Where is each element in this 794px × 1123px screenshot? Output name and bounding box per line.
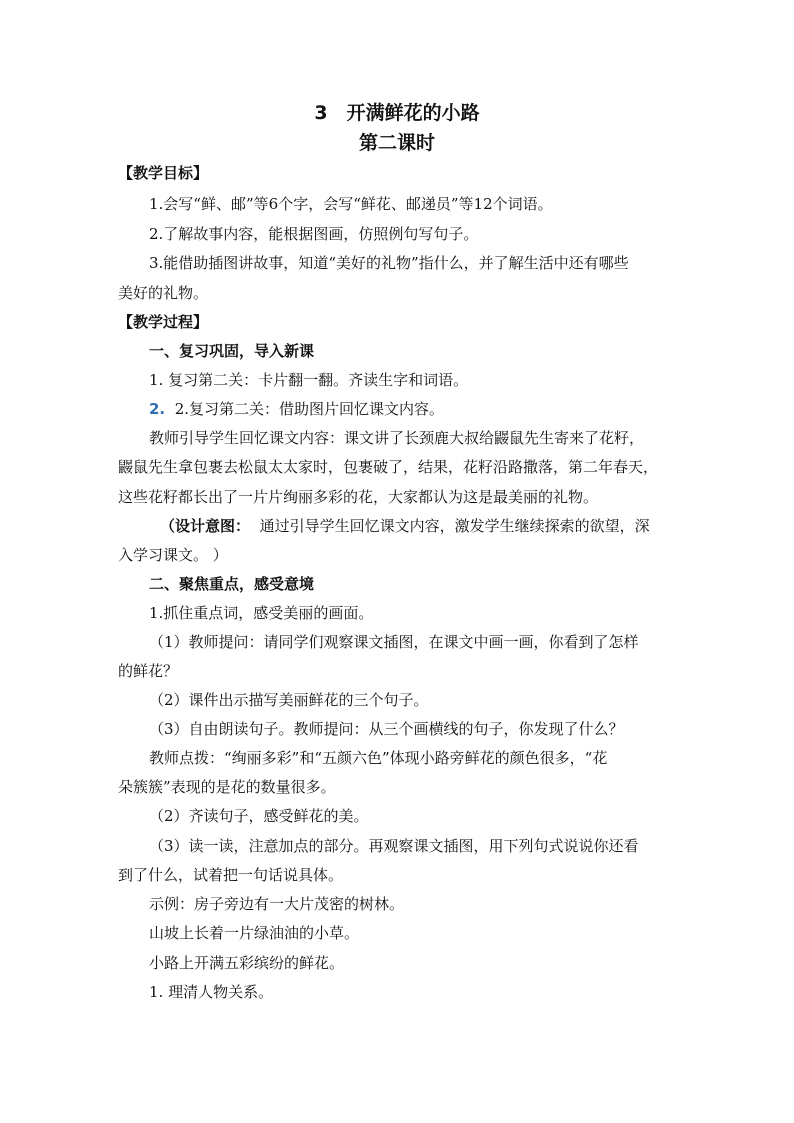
- part1-paragraph-line-3: 这些花籽都长出了一片片绚丽多彩的花，大家都认为这是最美丽的礼物。: [118, 488, 599, 506]
- goal-item-3-line-1: 3.能借助插图讲故事，知道“美好的礼物”指什么，并了解生活中还有哪些: [149, 254, 629, 272]
- part-heading-1: 一、复习巩固，导入新课: [149, 342, 315, 360]
- part2-question-1-line-2: 的鲜花？: [118, 662, 179, 680]
- goal-item-3-line-2: 美好的礼物。: [118, 284, 209, 302]
- section-heading-goals: 【教学目标】: [118, 164, 209, 182]
- design-intent-text: 通过引导学生回忆课文内容，激发学生继续探索的欲望，深: [259, 517, 650, 535]
- section-heading-process: 【教学过程】: [118, 313, 209, 331]
- part2-guide-line-2: 朵簇簇”表现的是花的数量很多。: [118, 778, 336, 796]
- example-sentence-1: 示例：房子旁边有一大片茂密的树林。: [149, 895, 405, 913]
- part2-guide-line-1: 教师点拨：“绚丽多彩”和“五颜六色”体现小路旁鲜花的颜色很多，“花: [149, 749, 608, 767]
- part-heading-2: 二、聚焦重点，感受意境: [149, 575, 315, 593]
- goal-item-1: 1.会写“鲜、邮”等6个字，会写“鲜花、邮递员”等12个词语。: [149, 195, 553, 213]
- example-sentence-2: 山坡上长着一片绿油油的小草。: [149, 924, 360, 942]
- part2-question-5-line-2: 到了什么，试着把一句话说具体。: [118, 866, 344, 884]
- page-title: 3 开满鲜花的小路: [314, 102, 480, 124]
- page-subtitle: 第二课时: [358, 132, 435, 154]
- part2-question-1-line-1: （1）教师提问：请同学们观察课文插图，在课文中画一画，你看到了怎样: [149, 633, 639, 651]
- part2-item-1: 1.抓住重点词，感受美丽的画面。: [149, 604, 374, 622]
- part2-item-last: 1. 理清人物关系。: [149, 983, 274, 1001]
- part2-question-3: （3）自由朗读句子。教师提问：从三个画横线的句子，你发现了什么？: [149, 720, 624, 738]
- part2-question-4: （2）齐读句子，感受鲜花的美。: [149, 807, 369, 825]
- design-intent-label: （设计意图：: [160, 517, 251, 535]
- goal-item-2: 2.了解故事内容，能根据图画，仿照例句写句子。: [149, 225, 479, 243]
- example-sentence-3: 小路上开满五彩缤纷的鲜花。: [149, 954, 345, 972]
- design-intent-line-2: 入学习课文。 ）: [118, 546, 228, 564]
- part1-paragraph-line-2: 鼹鼠先生拿包裹去松鼠太太家时，包裹破了，结果，花籽沿路撒落，第二年春天，: [118, 458, 659, 476]
- part2-question-5-line-1: （3）读一读，注意加点的部分。再观察课文插图，用下列句式说说你还看: [149, 837, 639, 855]
- design-intent-line-1: [160, 516, 650, 536]
- part1-item-1: 1. 复习第二关：卡片翻一翻。齐读生字和词语。: [149, 371, 469, 389]
- part1-paragraph-line-1: 教师引导学生回忆课文内容：课文讲了长颈鹿大叔给鼹鼠先生寄来了花籽，: [149, 429, 645, 447]
- part1-item-2: [149, 399, 444, 419]
- part2-question-2: （2）课件出示描写美丽鲜花的三个句子。: [149, 691, 429, 709]
- list-number: 2.: [149, 400, 166, 418]
- part1-item-2-text: 2.复习第二关：借助图片回忆课文内容。: [174, 400, 445, 418]
